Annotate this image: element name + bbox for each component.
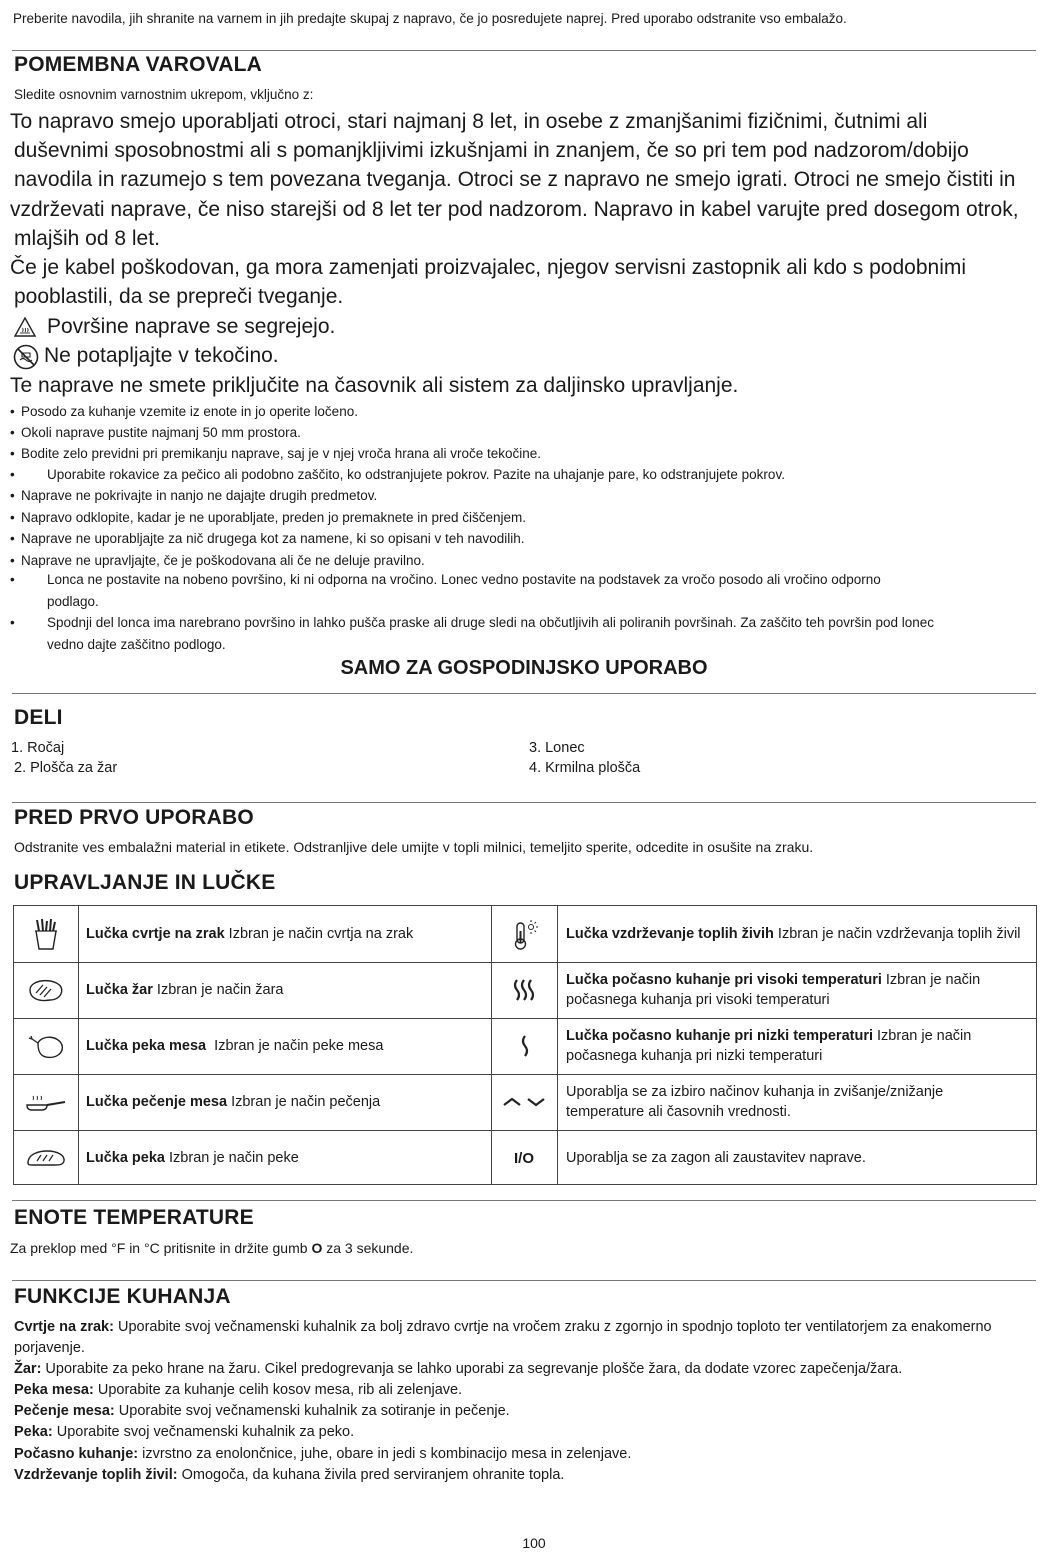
bake-icon xyxy=(14,1130,78,1186)
household-use-notice: SAMO ZA GOSPODINJSKO UPORABO xyxy=(340,657,708,679)
part-item: 1. Ročaj xyxy=(11,740,65,756)
temperature-button-label: O xyxy=(311,1240,323,1256)
children-warning-line-3: navodila in razumejo s tem povezana tveganja. Otroci se z napravo ne smejo igrati. Otroci ne smejo čistiti in xyxy=(14,168,1016,191)
first-use-heading: PRED PRVO UPORABO xyxy=(14,806,254,829)
up-down-arrows-icon xyxy=(491,1074,557,1130)
sear-saute-icon xyxy=(14,1074,78,1130)
controls-heading: UPRAVLJANJE IN LUČKE xyxy=(14,871,276,894)
section-divider xyxy=(12,802,1036,803)
children-warning-line-2: duševnimi sposobnostmi ali s pomanjkljivimi izkušnjami in znanjem, če so pri tem pod nadzorom/dobijo xyxy=(14,139,969,162)
section-divider xyxy=(12,1280,1036,1281)
section-divider xyxy=(12,1200,1036,1201)
page-number: 100 xyxy=(522,1535,546,1551)
children-warning-line-4: vzdrževati naprave, če niso starejši od 8 let ter pod nadzorom. Napravo in kabel varujte pred dosegom otrok, xyxy=(10,198,1019,221)
parts-heading: DELI xyxy=(14,706,63,729)
safety-subtitle: Sledite osnovnim varnostnim ukrepom, vključno z: xyxy=(14,87,314,102)
controls-table xyxy=(13,905,1037,1185)
controls-left-row: Lučka peka Izbran je način peke xyxy=(86,1150,299,1166)
cable-warning-line-1: Če je kabel poškodovan, ga mora zamenjati proizvajalec, njegov servisni zastopnik ali kdo s podobnimi xyxy=(10,256,967,279)
manual-page: Preberite navodila, jih shranite na varnem in jih predajte skupaj z napravo, če jo posredujete naprej. Pred uporabo odstranite vso embalažo. POMEMBNA VAROVALA Sledite osnovnim varnostnim ukrepom, vključno z: To napravo smejo uporabljati otroci, stari najmanj 8 let, in osebe z zmanjšanimi fizičnimi, čutnimi ali duševnimi sposobnostmi ali s pomanjkljivimi izkušnjami in znanjem, če so pri tem pod nadzorom/dobijo navodila in razumejo s tem povezana tveganja. Otroci se z napravo ne smejo igrati. Otroci ne smejo čistiti in vzdrževati naprave, če niso starejši od 8 let ter pod nadzorom. Napravo in kabel varujte pred dosegom otrok, mlajših od 8 let. Če je kabel poškodovan, ga mora zamenjati proizvajalec, njegov servisni zastopnik ali kdo s podobnimi pooblastili, da se prepreči tveganje. Površine naprave se segrejejo. Ne potapljajte v tekočino. Te naprave ne smete priključite na časovnik ali sistem za daljinsko upravljanje. • Posodo za kuhanje vzemite iz enote in jo operite ločeno. • Okoli naprave pustite najmanj 50 mm prostora. • Bodite zelo previdni pri premikanju naprave, saj je v njej vroča hrana ali vroče tekočine. • Uporabite rokavice za pečico ali podobno zaščito, ko odstranjujete pokrov. Pazite na uhajanje pare, ko odstranjujete pokrov. • Naprave ne pokrivajte in nanjo ne dajajte drugih predmetov. • Napravo odklopite, kadar je ne uporabljate, preden jo premaknete in pred čiščenjem. • Naprave ne uporabljajte za nič drugega kot za namene, ki so opisani v teh navodilih. • Naprave ne upravljajte, če je poškodovana ali če ne deluje pravilno. • Lonca ne postavite na nobeno površino, ki ni odporna na vročino. Lonec vedno postavite na podstavek za vročo posodo ali vročino odporno podlago. • Spodnji del lonca ima narebrano površino in lahko pušča praske ali druge sledi na občutljivih ali poliranih površinah. Za zaščito teh površin pod lonec vedno dajte zaščitno podlogo. SAMO ZA GOSPODINJSKO UPORABO DELI 1. Ročaj 2. Plošča za žar 3. Lonec 4. Krmilna plošča PRED PRVO UPORABO Odstranite ves embalažni material in etikete. Odstranljive dele umijte v topli milnici, temeljito sperite, odcedite in osušite na zraku. UPRAVLJANJE IN LUČKE Lučka cvrtje na zrak Izbran je način cvrtja na zrak Lučka žar Izbran je način žara Lučka peka mesa Izbran je način peke mesa Lučka pečenje mesa Izbran je način pečenja Lučka peka Izbran je način peke I/O Lučka vzdrževanje toplih živih Izbran je način vzdrževanja toplih živil Lučka počasno kuhanje pri visoki temperaturi Izbran je način počasnega kuhanja pri visoki temperaturi Lučka počasno kuhanje pri nizki temperaturi Izbran je način počasnega kuhanja pri nizki temperaturi Uporablja se za izbiro načinov kuhanja in zvišanje/znižanje temperature ali časovnih vrednosti. Uporablja se za zagon ali zaustavitev naprave. ENOTE TEMPERATURE Za preklop med °F in °C pritisnite in držite gumb O za 3 sekunde. FUNKCIJE KUHANJA Cvrtje na zrak: Uporabite svoj večnamenski kuhalnik za bolj zdravo cvrtje na vročem zraku z zgornjo in spodnjo toploto ter ventilatorjem za enakomerno porjavenje. Žar: Uporabite za peko hrane na žaru. Cikel predogrevanja se lahko uporabi za segrevanje plošče žara, da dodate vzorec zapečenja/žara. Peka mesa: Uporabite za kuhanje celih kosov mesa, rib ali zelenjave. Pečenje mesa: Uporabite svoj večnamenski kuhalnik za sotiranje in pečenje. Peka: Uporabite svoj večnamenski kuhalnik za peko. Počasno kuhanje: izvrstno za enolončnice, juhe, obare in jedi s kombinacijo mesa in zelenjave. Vzdrževanje toplih živil: Omogoča, da kuhana živila pred serviranjem ohranite topla. 100 xyxy=(0,0,1048,1559)
slow-cook-high-icon xyxy=(491,962,557,1018)
section-divider xyxy=(12,693,1036,694)
part-item: 4. Krmilna plošča xyxy=(529,760,641,776)
part-item: 3. Lonec xyxy=(529,740,585,756)
controls-right-row: Uporablja se za izbiro načinov kuhanja in zvišanje/znižanje temperature ali časovnih vrednosti. xyxy=(566,1084,944,1120)
function-item: Počasno kuhanje: izvrstno za enolončnice, juhe, obare in jedi s kombinacijo mesa in zelenjave. xyxy=(14,1446,632,1462)
air-fry-icon xyxy=(14,906,78,962)
controls-left-row: Lučka peka mesa Izbran je način peke mesa xyxy=(86,1038,384,1054)
keep-warm-icon xyxy=(491,906,557,962)
power-button-label: I/O xyxy=(513,1149,534,1167)
function-item: Peka mesa: Uporabite za kuhanje celih kosov mesa, rib ali zelenjave. xyxy=(14,1382,463,1398)
functions-heading: FUNKCIJE KUHANJA xyxy=(14,1285,231,1308)
no-timer-warning: Te naprave ne smete priključite na časovnik ali sistem za daljinsko upravljanje. xyxy=(10,374,739,397)
roast-icon xyxy=(14,1018,78,1074)
intro-text: Preberite navodila, jih shranite na varnem in jih predajte skupaj z napravo, če jo posredujete naprej. Pred uporabo odstranite vso embalažo. xyxy=(13,11,847,26)
function-item: Peka: Uporabite svoj večnamenski kuhalnik za peko. xyxy=(14,1424,355,1440)
hot-surface-icon xyxy=(14,317,36,342)
function-item: Pečenje mesa: Uporabite svoj večnamenski kuhalnik za sotiranje in pečenje. xyxy=(14,1403,510,1419)
controls-right-row: Lučka počasno kuhanje pri nizki temperaturi Izbran je način počasnega kuhanja pri nizki temperaturi xyxy=(566,1028,972,1064)
controls-right-row: Lučka vzdrževanje toplih živih Izbran je način vzdrževanja toplih živil xyxy=(566,926,1021,942)
children-warning-line-1: To napravo smejo uporabljati otroci, stari najmanj 8 let, in osebe z zmanjšanimi fizičnimi, čutnimi ali xyxy=(10,110,928,133)
section-divider xyxy=(12,50,1036,51)
slow-cook-low-icon xyxy=(491,1018,557,1074)
temperature-heading: ENOTE TEMPERATURE xyxy=(14,1206,254,1229)
controls-left-row: Lučka cvrtje na zrak Izbran je način cvrtja na zrak xyxy=(86,926,414,942)
function-item: Žar: Uporabite za peko hrane na žaru. Cikel predogrevanja se lahko uporabi za segrevanje plošče žara, da dodate vzorec zapečenja/žara. xyxy=(14,1361,903,1377)
part-item: 2. Plošča za žar xyxy=(14,760,118,776)
no-immerse-warning: Ne potapljajte v tekočino. xyxy=(44,344,279,367)
cable-warning-line-2: pooblastili, da se prepreči tveganje. xyxy=(14,285,344,308)
controls-left-row: Lučka žar Izbran je način žara xyxy=(86,982,284,998)
first-use-text: Odstranite ves embalažni material in etikete. Odstranljive dele umijte v topli milnici, temeljito sperite, odcedite in osušite na zraku. xyxy=(14,839,814,855)
grill-icon xyxy=(14,962,78,1018)
function-item: Vzdrževanje toplih živil: Omogoča, da kuhana živila pred serviranjem ohranite topla. xyxy=(14,1467,565,1483)
function-item-continuation: porjavenje. xyxy=(14,1340,85,1356)
controls-left-row: Lučka pečenje mesa Izbran je način pečenja xyxy=(86,1094,381,1110)
temperature-text: Za preklop med °F in °C pritisnite in držite gumb O za 3 sekunde. xyxy=(10,1240,414,1256)
hot-surface-warning: Površine naprave se segrejejo. xyxy=(47,315,336,338)
controls-right-row: Uporablja se za zagon ali zaustavitev naprave. xyxy=(566,1150,866,1166)
children-warning-line-5: mlajših od 8 let. xyxy=(14,227,160,250)
controls-right-row: Lučka počasno kuhanje pri visoki temperaturi Izbran je način počasnega kuhanja pri visoki temperaturi xyxy=(566,972,981,1008)
function-item: Cvrtje na zrak: Uporabite svoj večnamenski kuhalnik za bolj zdravo cvrtje na vročem zraku z zgornjo in spodnjo toploto ter ventilatorjem za enakomerno xyxy=(14,1319,992,1335)
safety-heading: POMEMBNA VAROVALA xyxy=(14,53,263,76)
